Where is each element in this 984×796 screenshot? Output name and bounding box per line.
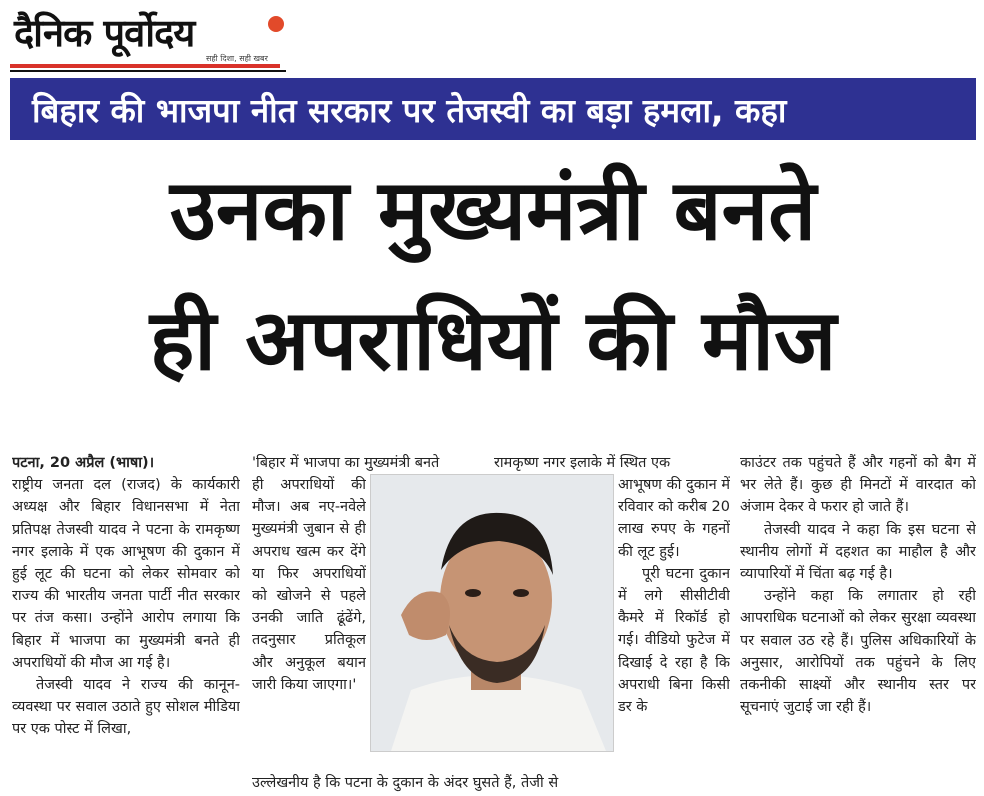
article-paragraph: तेजस्वी यादव ने कहा कि इस घटना से स्थानीय लोगों में दहशत का माहौल है और व्यापारियों में चिंता बढ़ गई है। [740, 521, 976, 583]
article-paragraph: काउंटर तक पहुंचते हैं और गहनों को बैग में भर लेते हैं। कुछ ही मिनटों में वारदात को अंजाम देकर वे फरार हो जाते हैं। [740, 455, 976, 516]
article-text: रामकृष्ण नगर इलाके में स्थित एक [494, 455, 671, 471]
article-paragraph: राष्ट्रीय जनता दल (राजद) के कार्यकारी अध्यक्ष और बिहार विधानसभा में नेता प्रतिपक्ष तेजस्वी यादव ने पटना के रामकृष्ण नगर इलाके में एक आभूषण की दुकान में हुई लूट की घटना को लेकर सोमवार को राज्य की भारतीय जनता पार्टी नीत सरकार पर तंज कसा। उन्होंने आरोप लगाया कि बिहार में भाजपा का मुख्यमंत्री बनते ही अपराधियों की मौज आ गई है। [12, 477, 240, 671]
article-column-4 [740, 452, 976, 792]
masthead [10, 6, 285, 72]
article-column-2-top [252, 452, 484, 476]
article-quote-start: 'बिहार में भाजपा का मुख्यमंत्री बनते [252, 455, 440, 471]
article-column-3-top [494, 452, 730, 476]
article-paragraph: आभूषण की दुकान में रविवार को करीब 20 लाख रुपए के गहनों की लूट हुई। [618, 477, 730, 560]
headline-line-2: ही अपराधियों की मौज [149, 291, 837, 389]
masthead-rule [10, 64, 280, 68]
newspaper-logo: दैनिक पूर्वोदय [14, 11, 195, 55]
article-paragraph: पूरी घटना दुकान में लगे सीसीटीवी कैमरे में रिकॉर्ड हो गई। वीडियो फुटेज में दिखाई दे रहा है कि अपराधी बिना किसी डर के [618, 565, 730, 716]
article-column-3 [618, 474, 730, 772]
kicker-banner: बिहार की भाजपा नीत सरकार पर तेजस्वी का बड़ा हमला, कहा [10, 78, 976, 140]
article-paragraph: उन्होंने कहा कि लगातार हो रही आपराधिक घटनाओं को लेकर सुरक्षा व्यवस्था पर सवाल उठ रहे हैं। पुलिस अधिकारियों के अनुसार, आरोपियों तक पहुंचने के लिए तकनीकी साक्ष्यों और स्थानीय स्तर पर सूचनाएं जुटाई जा रही हैं। [740, 588, 976, 716]
logo-dot-icon [268, 16, 284, 32]
portrait-illustration [371, 475, 613, 751]
masthead-rule-thin [10, 70, 286, 72]
article-paragraph: तेजस्वी यादव ने राज्य की कानून-व्यवस्था पर सवाल उठाते हुए सोशल मीडिया पर एक पोस्ट में लिखा, [12, 677, 240, 738]
logo-tagline: सही दिशा, सही खबर [206, 54, 268, 63]
article-column-1 [12, 452, 240, 792]
article-column-2 [252, 474, 366, 772]
news-photo [370, 474, 614, 752]
article-quote: ही अपराधियों की मौज। अब नए-नवेले मुख्यमंत्री जुबान से ही अपराध खत्म कर देंगे या फिर अपराधियों को खोजने से पहले उनकी जाति ढूंढेंगे, तदनुसार प्रतिकूल और अनुकूल बयान जारी किया जाएगा।' [252, 477, 366, 693]
article-bottom-line: उल्लेखनीय है कि पटना के दुकान के अंदर घुसते हैं, तेजी से [252, 775, 559, 791]
article-dateline: पटना, 20 अप्रैल (भाषा)। [12, 455, 155, 471]
headline-line-1: उनका मुख्यमंत्री बनते [169, 161, 817, 259]
